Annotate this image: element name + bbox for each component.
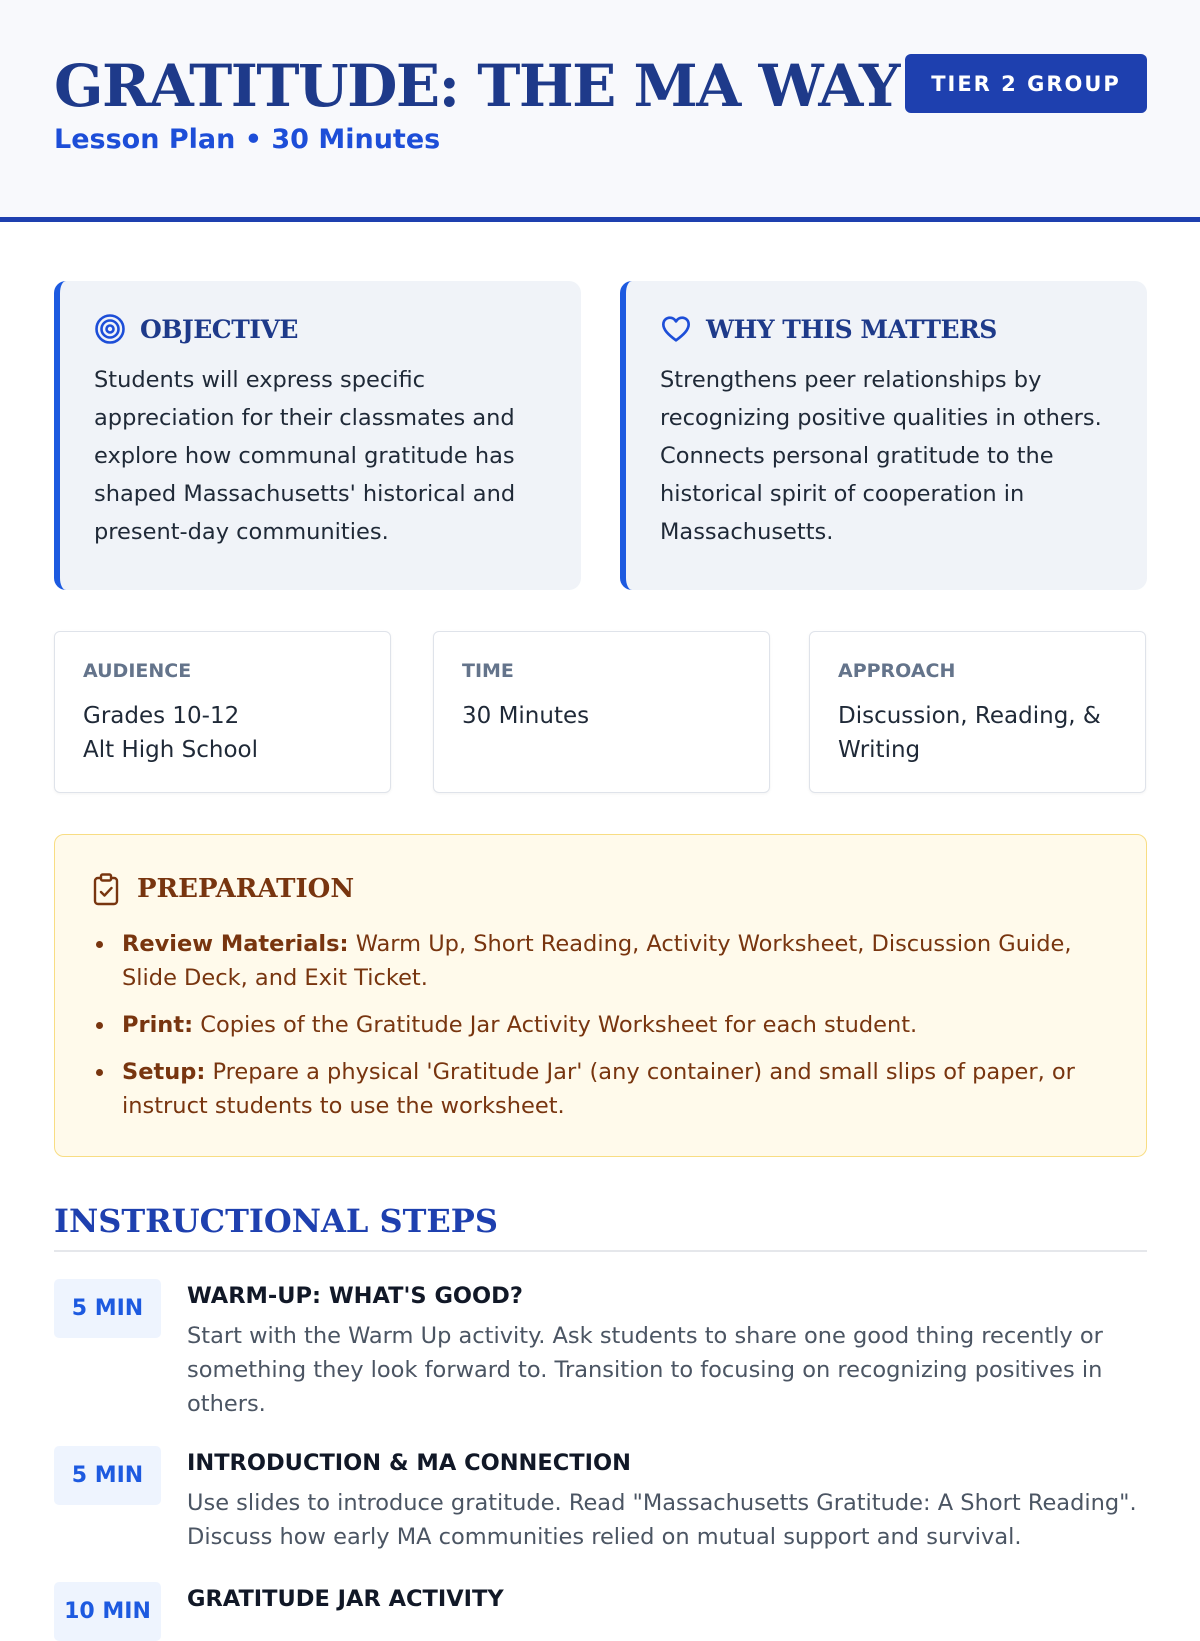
audience-label: AUDIENCE [83, 660, 192, 682]
target-icon [94, 313, 126, 345]
approach-value [838, 699, 1117, 767]
step-time-badge: 10 MIN [54, 1582, 161, 1641]
step-title: INTRODUCTION & MA CONNECTION [187, 1450, 631, 1476]
why-this-matters-body: Strengthens peer relationships by recognizing positive qualities in others. Connects personal gratitude to the historical spirit of cooperation in Massachusetts. [660, 367, 1102, 545]
preparation-list [91, 927, 1110, 1123]
approach-label: APPROACH [838, 660, 956, 682]
page-header [0, 0, 1200, 222]
page-subtitle: Lesson Plan • 30 Minutes [54, 124, 441, 155]
step-time-badge: 5 MIN [54, 1446, 161, 1505]
page-title: GRATITUDE: THE MA WAY [54, 52, 899, 120]
objective-card [54, 281, 581, 590]
audience-value [83, 699, 362, 767]
time-value [462, 699, 741, 733]
approach-line: Discussion, Reading, & [838, 703, 1101, 729]
time-line: 30 Minutes [462, 703, 590, 729]
preparation-item-text: Prepare a physical 'Gratitude Jar' (any container) and small slips of paper, or instruct students to use the worksheet. [122, 1059, 1075, 1119]
audience-card [54, 631, 391, 793]
preparation-item [91, 1055, 1110, 1123]
step-title: WARM-UP: WHAT'S GOOD? [187, 1283, 523, 1309]
audience-line: Alt High School [83, 737, 258, 763]
approach-card [809, 631, 1146, 793]
preparation-item [91, 1008, 1110, 1042]
preparation-title: PREPARATION [137, 874, 355, 904]
instructional-steps-heading: INSTRUCTIONAL STEPS [54, 1202, 498, 1240]
step-description: Start with the Warm Up activity. Ask students to share one good thing recently or something they look forward to. Transition to focusing on recognizing positives in others. [187, 1323, 1103, 1417]
step-description: Use slides to introduce gratitude. Read "Massachusetts Gratitude: A Short Reading". Discuss how early MA communities relied on mutual support and survival. [187, 1490, 1137, 1550]
heart-icon [660, 313, 692, 345]
why-this-matters-card [620, 281, 1147, 590]
time-label: TIME [462, 660, 514, 682]
clipboard-check-icon [91, 872, 121, 906]
preparation-item-text: Warm Up, Short Reading, Activity Worksheet, Discussion Guide, Slide Deck, and Exit Ticket. [122, 931, 1072, 991]
audience-line: Grades 10-12 [83, 703, 240, 729]
preparation-item [91, 927, 1110, 995]
step-time-badge: 5 MIN [54, 1279, 161, 1338]
preparation-item-label: Review Materials: [122, 931, 349, 957]
preparation-item-label: Print: [122, 1012, 194, 1038]
tier-badge: TIER 2 GROUP [905, 54, 1147, 113]
why-this-matters-title: WHY THIS MATTERS [706, 314, 997, 344]
time-card [433, 631, 770, 793]
objective-body: Students will express specific appreciation for their classmates and explore how communal gratitude has shaped Massachusetts' historical and present-day communities. [94, 367, 516, 545]
step-title: GRATITUDE JAR ACTIVITY [187, 1586, 504, 1612]
section-divider [54, 1250, 1147, 1252]
preparation-item-text: Copies of the Gratitude Jar Activity Worksheet for each student. [200, 1012, 918, 1038]
preparation-item-label: Setup: [122, 1059, 206, 1085]
approach-line: Writing [838, 737, 921, 763]
preparation-box [54, 834, 1147, 1157]
objective-title: OBJECTIVE [140, 314, 298, 344]
